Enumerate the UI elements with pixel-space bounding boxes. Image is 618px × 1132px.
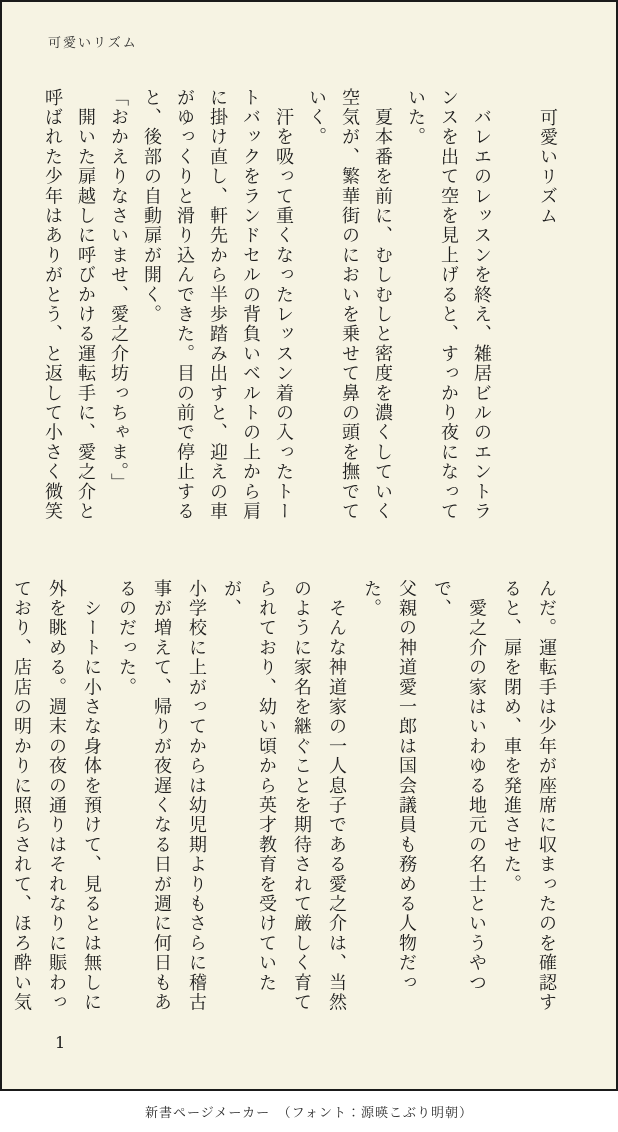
text-line: いく。 xyxy=(306,88,327,148)
text-line: と、後部の自動扉が開く。 xyxy=(141,88,162,325)
text-line: に掛け直し、軒先から半歩踏み出すと、迎えの車 xyxy=(207,88,228,522)
text-block-top xyxy=(36,88,564,524)
text-line: トバックをランドセルの背負いベルトの上から肩 xyxy=(240,88,261,522)
text-line: ンスを出て空を見上げると、すっかり夜になって xyxy=(438,88,459,522)
text-line: 事が増えて、帰りが夜遅くなる日が週に何日もあ xyxy=(151,579,172,1013)
footer-credit: 新書ページメーカー （フォント：源暎こぶり明朝） xyxy=(145,1106,473,1121)
text-line xyxy=(0,579,4,1015)
running-title: 可愛いリズム xyxy=(48,36,138,51)
text-line: られており、幼い頃から英才教育を受けていたが、 xyxy=(221,579,277,993)
text-line: 父親の神道愛一郎は国会議員も務める人物だった。 xyxy=(361,579,417,993)
text-line: がゆっくりと滑り込んできた。目の前で停止する xyxy=(174,88,195,522)
story-title: 可愛いリズム xyxy=(537,108,558,227)
text-line: 愛之介の家はいわゆる地元の名士というやつで、 xyxy=(431,579,487,993)
text-line: 開いた扉越しに呼びかける運転手に、愛之介と xyxy=(75,88,96,522)
text-line: ており、店店の明かりに照らされて、ほろ酔い気 xyxy=(11,579,32,1013)
text-line: 「おかえりなさいませ、愛之介坊っちゃま。」 xyxy=(108,88,129,493)
text-block-bottom xyxy=(0,579,564,1015)
text-line: 汗を吸って重くなったレッスン着の入ったトー xyxy=(273,88,294,522)
text-line: シートに小さな身体を預けて、見るとは無しに xyxy=(81,579,102,1013)
text-line: いた。 xyxy=(405,88,426,148)
text-line: んだ。運転手は少年が座席に収まったのを確認す xyxy=(536,579,557,1013)
text-line: 空気が、繁華街のにおいを乗せて鼻の頭を撫でて xyxy=(339,88,360,522)
footer-strip xyxy=(0,1091,618,1132)
text-line: のように家名を継ぐことを期待されて厳しく育て xyxy=(291,579,312,1013)
text-line: バレエのレッスンを終え、雑居ビルのエントラ xyxy=(471,88,492,522)
page-number: 1 xyxy=(55,1033,66,1052)
text-line: 外を眺める。週末の夜の通りはそれなりに賑わっ xyxy=(46,579,67,1013)
text-line: るのだった。 xyxy=(116,579,137,698)
text-line: ると、扉を閉め、車を発進させた。 xyxy=(501,579,522,895)
text-line: 呼ばれた少年はありがとう、と返して小さく微笑 xyxy=(42,88,63,522)
text-line: 小学校に上がってからは幼児期よりもさらに稽古 xyxy=(186,579,207,1013)
text-line: 夏本番を前に、むしむしと密度を濃くしていく xyxy=(372,88,393,522)
text-line: そんな神道家の一人息子である愛之介は、当然 xyxy=(326,579,347,1013)
